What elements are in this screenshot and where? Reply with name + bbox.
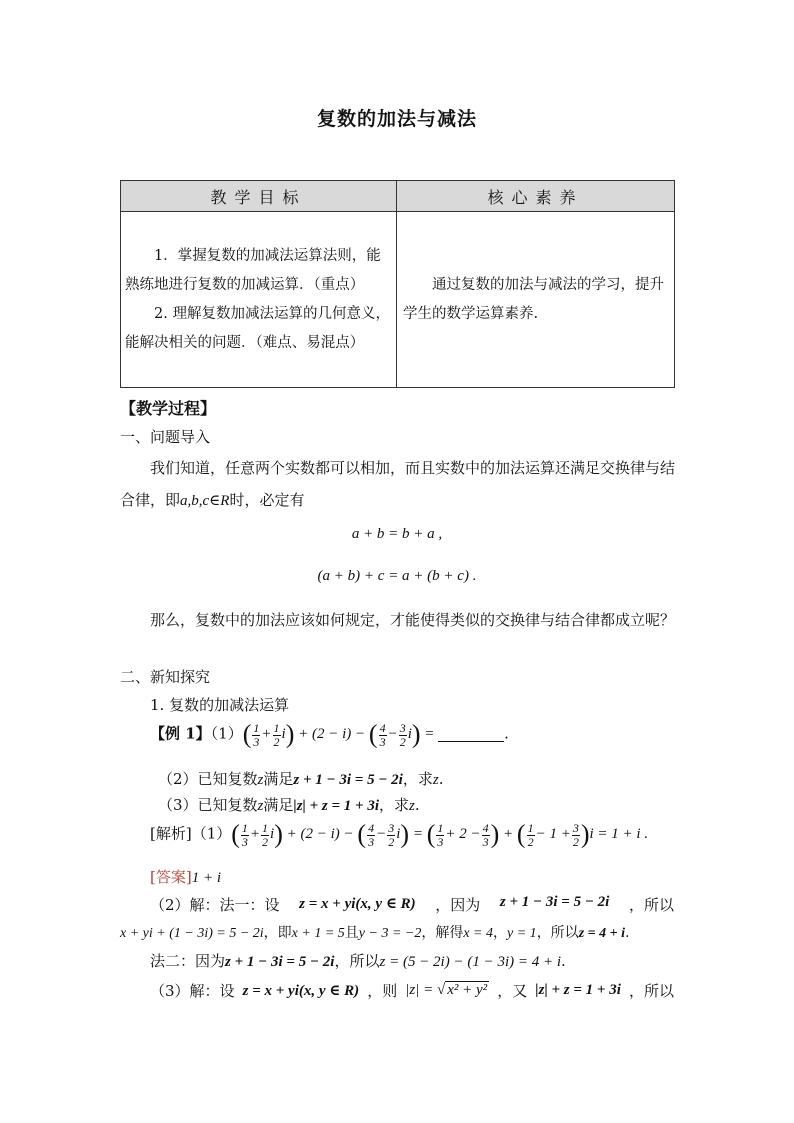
solution-2-line-2 (120, 922, 629, 942)
goal-2: 2. 理解复数加减法运算的几何意义，能解决相关的问题．（难点、易混点） (125, 305, 390, 351)
part-3-text-c: ，求 (379, 796, 410, 814)
part-3-equation: |z| + z = 1 + 3i (293, 798, 379, 814)
example-1-part-3 (158, 794, 420, 815)
answer-line (150, 866, 221, 887)
solution-3-modulus: |z| = √ x² + y² (405, 982, 488, 998)
goals-table (120, 180, 675, 388)
var-z: z (257, 798, 264, 814)
period: . (561, 952, 566, 970)
part-2-text-c: ，求 (402, 770, 433, 788)
intro-condition: a,b,c∈R (180, 493, 230, 509)
part-2-text-b: 满足 (263, 770, 294, 788)
solution-2-text-c: ，所以 (628, 896, 674, 914)
analysis-part-1 (150, 820, 648, 850)
solution-2-text-a: （2）解：法一：设 (150, 896, 280, 914)
method-2-text-a: 法二：因为 (150, 952, 226, 970)
solution-2-eq-2: z + 1 − 3i = 5 − 2i (499, 894, 610, 910)
sol2-text-h: ， (493, 925, 508, 941)
solution-3-eq-1: z = x + yi(x, y ∈ R) (242, 983, 360, 999)
solution-3-eq-3: |z| + z = 1 + 3i (535, 982, 621, 998)
document-title: 复数的加法与减法 (316, 108, 477, 130)
part-2-equation: z + 1 − 3i = 5 − 2i (293, 772, 403, 788)
header-core-literacy: 核心素养 (397, 181, 675, 212)
var-z: z (409, 798, 415, 814)
solution-3-text-b: ，则 (367, 982, 398, 1000)
analysis-expression: ( $\frac{1}{3}$ + $\frac{1}{2}$ i) + (2 − i) − ( $\frac{4}{3}$ − $\frac{3}{2}$ i) = ( $\frac{1}{3}$ + 2 − $\frac{4}{3}$ ) + ( $\frac{1}{2}$ − 1 + $\frac{3}{2}$ )i = 1 + i . (231, 820, 649, 849)
subsection-addition-subtraction: 1. 复数的加减法运算 (150, 696, 290, 714)
period: . (504, 724, 509, 743)
answer-value: 1 + i (191, 870, 222, 886)
answer-blank (438, 727, 504, 742)
sol2-text-b: ，即 (263, 925, 292, 941)
equation-associative: (a + b) + c = a + (b + c) . (317, 568, 477, 584)
header-teaching-goals: 教学目标 (121, 181, 397, 212)
method-2-eq-1: z + 1 − 3i = 5 − 2i (225, 954, 335, 970)
sol2-eq-k: z = 4 + i (578, 926, 625, 941)
method-2-text-b: ，所以 (334, 952, 380, 970)
section-1-heading: 一、问题导入 (120, 428, 211, 446)
answer-label: [答案] (150, 868, 192, 886)
example-1-part-1-number: （1） (210, 724, 243, 743)
sol2-eq-i: y = 1 (507, 926, 537, 941)
example-1-expression: ( $\frac{1}{3}$ + $\frac{1}{2}$ i) + (2 − i) − ( $\frac{4}{3}$ − $\frac{3}{2}$ i) = (242, 720, 439, 749)
literacy-cell (397, 212, 675, 388)
modulus-lhs: |z| = (405, 982, 434, 998)
var-z: z (432, 772, 439, 788)
goal-1: 1．掌握复数的加减法运算法则，能熟练地进行复数的加减运算．（重点） (125, 247, 381, 293)
process-heading: 【教学过程】 (120, 399, 217, 418)
intro-text-a: 我们知道，任意两个实数都可以相加，而且实数中的加法运算还满足交换律与结合律，即 (120, 459, 676, 509)
sol2-text-f: ，解得 (421, 925, 464, 941)
sol2-eq-g: x = 4 (463, 926, 494, 941)
method-2-line (150, 950, 566, 971)
var-z: z (257, 772, 264, 788)
period: . (438, 770, 444, 788)
period: . (414, 796, 420, 814)
solution-3-line-1 (150, 980, 674, 1001)
sol2-text-j: ，所以 (536, 925, 579, 941)
solution-2-eq-1: z = x + yi(x, y ∈ R) (299, 896, 416, 912)
literacy-text: 通过复数的加法与减法的学习，提升学生的数学运算素养. (403, 276, 664, 322)
example-1-part-1 (150, 720, 509, 750)
example-1-part-2 (158, 768, 444, 789)
sol2-eq-a: x + yi + (1 − 3i) = 5 − 2i (120, 926, 264, 941)
example-1-label: 【例 1】 (150, 724, 211, 743)
method-2-eq-2: z = (5 − 2i) − (1 − 3i) = 4 + i (379, 954, 562, 970)
part-3-text-b: 满足 (263, 796, 294, 814)
solution-2-text-b: ，因为 (435, 896, 481, 914)
sol2-eq-c: x + 1 = 5 (291, 926, 345, 941)
equation-commutative: a + b = b + a , (351, 526, 443, 542)
part-3-text-a: （3）已知复数 (158, 796, 258, 814)
sqrt-radicand: x² + y² (447, 982, 488, 998)
analysis-label: [解析]（1） (150, 824, 232, 843)
section-2-heading: 二、新知探究 (120, 668, 211, 686)
part-2-text-a: （2）已知复数 (158, 770, 258, 788)
intro-paragraph (120, 452, 676, 517)
solution-2-line-1 (150, 894, 674, 915)
goals-cell (121, 212, 397, 388)
intro-text-b: 时，必定有 (229, 491, 305, 509)
solution-3-text-a: （3）解：设 (150, 982, 235, 1000)
sol2-text-d: 且 (344, 925, 359, 941)
period: . (624, 925, 630, 941)
sol2-eq-e: y − 3 = −2 (358, 926, 422, 941)
solution-3-text-d: ，所以 (628, 982, 674, 1000)
question-paragraph: 那么，复数中的加法应该如何规定，才能使得类似的交换律与结合律都成立呢？ (150, 611, 676, 629)
solution-3-text-c: ，又 (497, 982, 528, 1000)
